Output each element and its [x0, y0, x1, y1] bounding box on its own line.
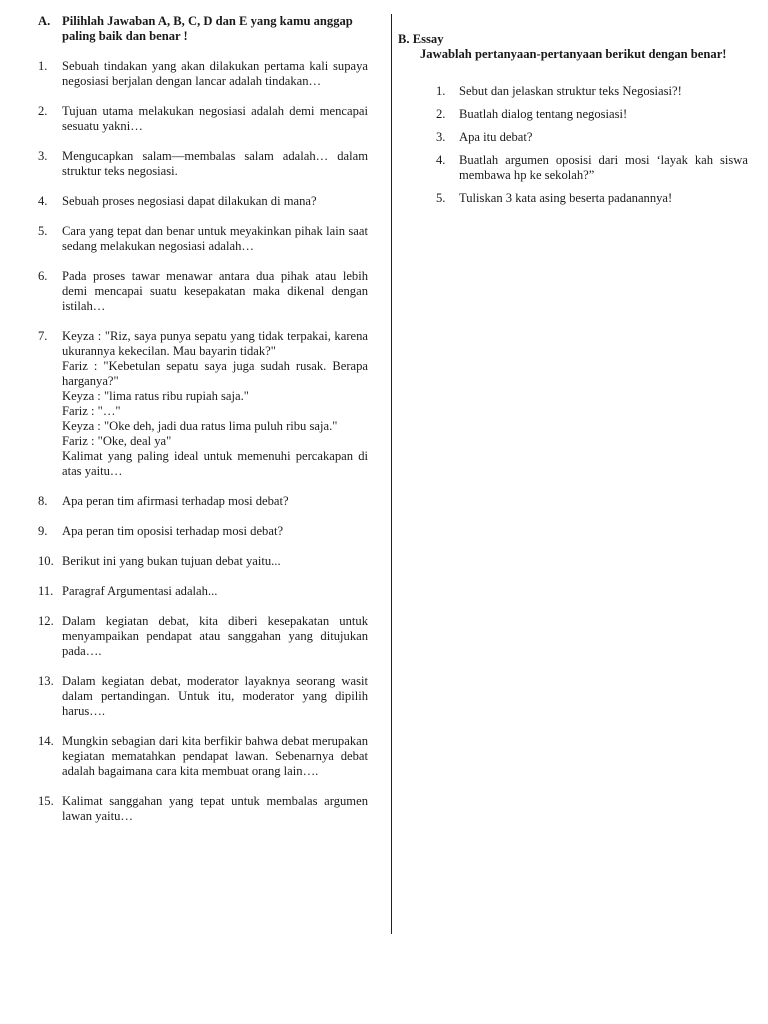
essay-question-item [436, 130, 748, 145]
question-text: Sebuah proses negosiasi dapat dilakukan di mana? [62, 194, 317, 208]
essay-question-list [436, 84, 748, 206]
question-text: Pada proses tawar menawar antara dua pihak atau lebih demi mencapai suatu kesepakatan maka dikenal dengan istilah… [62, 269, 368, 313]
dialogue-line-keyza: Keyza : "Riz, saya punya sepatu yang tidak terpakai, karena ukurannya kekecilan. Mau bayarin tidak?" [62, 329, 368, 358]
question-text: Apa itu debat? [459, 130, 533, 144]
section-b-instruction: Jawablah pertanyaan-pertanyaan berikut dengan benar! [420, 47, 727, 61]
question-text: Cara yang tepat dan benar untuk meyakinkan pihak lain saat sedang melakukan negosiasi adalah… [62, 224, 368, 253]
question-item [38, 194, 368, 209]
dialogue-line-fariz: Fariz : "Kebetulan sepatu saya juga sudah rusak. Berapa harganya?" [62, 359, 368, 388]
question-text: Mengucapkan salam—membalas salam adalah… dalam struktur teks negosiasi. [62, 149, 368, 178]
question-number: 13. [38, 674, 54, 688]
question-text: Buatlah dialog tentang negosiasi! [459, 107, 628, 121]
question-number: 3. [436, 130, 446, 144]
question-item [38, 734, 368, 779]
question-number: 11. [38, 584, 54, 598]
question-number: 14. [38, 734, 54, 748]
dialogue-line-fariz: Fariz : "…" [62, 404, 121, 418]
question-text: Sebut dan jelaskan struktur teks Negosiasi?! [459, 84, 682, 98]
question-number: 4. [436, 153, 446, 167]
question-item [38, 794, 368, 824]
essay-question-item [436, 84, 748, 99]
section-a-header [38, 14, 368, 44]
question-number: 7. [38, 329, 48, 343]
question-item [38, 269, 368, 314]
question-number: 12. [38, 614, 54, 628]
multiple-choice-column [38, 14, 368, 839]
question-text: Dalam kegiatan debat, kita diberi kesepakatan untuk menyampaikan pendapat atau sanggahan yang ditujukan pada…. [62, 614, 368, 658]
question-number: 2. [38, 104, 48, 118]
question-text: Berikut ini yang bukan tujuan debat yaitu... [62, 554, 281, 568]
essay-column [398, 32, 748, 214]
question-number: 6. [38, 269, 48, 283]
question-item [38, 59, 368, 89]
question-number: 1. [38, 59, 48, 73]
question-number: 10. [38, 554, 54, 568]
question-prompt: Kalimat yang paling ideal untuk memenuhi percakapan di atas yaitu… [62, 449, 368, 478]
essay-question-item [436, 153, 748, 183]
dialogue-question [38, 329, 368, 479]
question-text: Sebuah tindakan yang akan dilakukan pertama kali supaya negosiasi berjalan dengan lancar adalah tindakan… [62, 59, 368, 88]
section-b-heading: B. Essay [398, 32, 444, 46]
question-number: 8. [38, 494, 48, 508]
question-number: 5. [38, 224, 48, 238]
column-divider [391, 14, 392, 934]
question-text: Apa peran tim afirmasi terhadap mosi debat? [62, 494, 289, 508]
question-item [38, 149, 368, 179]
question-text: Kalimat sanggahan yang tepat untuk membalas argumen lawan yaitu… [62, 794, 368, 823]
dialogue-line-keyza: Keyza : "lima ratus ribu rupiah saja." [62, 389, 249, 403]
question-text: Buatlah argumen oposisi dari mosi ‘layak kah siswa membawa hp ke sekolah?” [459, 153, 748, 182]
question-item [38, 674, 368, 719]
question-text: Tujuan utama melakukan negosiasi adalah demi mencapai sesuatu yakni… [62, 104, 368, 133]
question-text: Dalam kegiatan debat, moderator layaknya seorang wasit dalam pertandingan. Untuk itu, moderator yang dipilih harus…. [62, 674, 368, 718]
question-item [38, 584, 368, 599]
question-text: Apa peran tim oposisi terhadap mosi debat? [62, 524, 284, 538]
essay-question-item [436, 107, 748, 122]
question-number: 15. [38, 794, 54, 808]
question-text: Paragraf Argumentasi adalah... [62, 584, 218, 598]
question-item [38, 224, 368, 254]
question-number: 3. [38, 149, 48, 163]
section-a-title: Pilihlah Jawaban A, B, C, D dan E yang kamu anggap paling baik dan benar ! [62, 14, 353, 43]
essay-question-item [436, 191, 748, 206]
question-item [38, 614, 368, 659]
question-number: 4. [38, 194, 48, 208]
question-number: 5. [436, 191, 446, 205]
section-a-letter: A. [38, 14, 51, 28]
multiple-choice-list [38, 59, 368, 824]
question-item [38, 524, 368, 539]
dialogue-line-keyza: Keyza : "Oke deh, jadi dua ratus lima puluh ribu saja." [62, 419, 338, 433]
question-number: 9. [38, 524, 48, 538]
question-text: Mungkin sebagian dari kita berfikir bahwa debat merupakan kegiatan mematahkan pendapat lawan. Sebenarnya debat adalah bagaimana cara kita membuat orang lain…. [62, 734, 368, 778]
dialogue-block [62, 329, 368, 479]
question-item [38, 494, 368, 509]
question-text: Tuliskan 3 kata asing beserta padanannya! [459, 191, 673, 205]
question-item [38, 104, 368, 134]
question-item [38, 554, 368, 569]
dialogue-line-fariz: Fariz : "Oke, deal ya" [62, 434, 172, 448]
question-number: 1. [436, 84, 446, 98]
question-number: 2. [436, 107, 446, 121]
